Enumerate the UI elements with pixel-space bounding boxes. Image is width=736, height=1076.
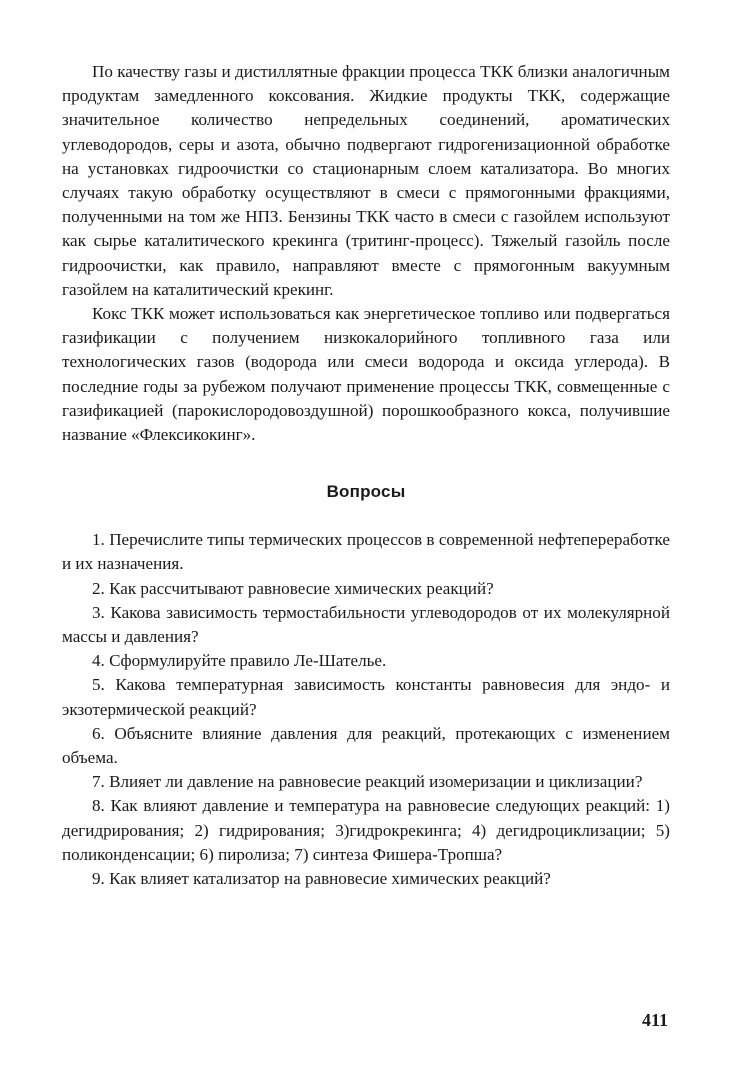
- page-number: 411: [641, 1010, 668, 1030]
- section-heading: Вопросы: [326, 482, 406, 502]
- question-item-9: 9. Как влияет катализатор на равновесие химических реакций?: [92, 869, 551, 889]
- page-content: [62, 60, 670, 1060]
- body-paragraph-2: Кокс ТКК может использоваться как энергетическое топливо или подвергаться газификации с получением низкокалорийного топливного газа или технологических газов (водорода или смеси водорода и оксида углерода). В последние годы за рубежом получают применение процессы ТКК, совмещенные с газификацией (парокислородовоздушной) порошкообразного кокса, получившие название «Флексикокинг».: [62, 304, 670, 445]
- question-item-2: 2. Как рассчитывают равновесие химических реакций?: [92, 578, 494, 598]
- question-item-5: 5. Какова температурная зависимость константы равновесия для эндо- и экзотермической реакций?: [62, 675, 670, 719]
- question-item-8: 8. Как влияют давление и температура на равновесие следующих реакций: 1) дегидрирования; 2) гидрирования; 3)гидрокрекинга; 4) дегидроциклизации; 5) поликонденсации; 6) пиролиза; 7) синтеза Фишера-Тропша?: [62, 796, 670, 864]
- question-item-6: 6. Объясните влияние давления для реакций, протекающих с изменением объема.: [62, 723, 670, 768]
- question-item-4: 4. Сформулируйте правило Ле-Шателье.: [92, 651, 387, 671]
- question-item-7: 7. Влияет ли давление на равновесие реакций изомеризации и циклизации?: [92, 772, 643, 792]
- question-item-1: 1. Перечислите типы термических процессов в современной нефтепереработке и их назначения.: [62, 530, 670, 574]
- body-paragraph-1: По качеству газы и дистиллятные фракции процесса ТКК близки аналогичным продуктам замедленного коксования. Жидкие продукты ТКК, содержащие значительное количество непредельных соединений, ароматических углеводородов, серы и азота, обычно подвергают гидрогенизационной обработке на установках гидроочистки со стационарным слоем катализатора. Во многих случаях такую обработку осуществляют в смеси с прямогонными фракциями, полученными на том же НПЗ. Бензины ТКК часто в смеси с газойлем используют как сырье каталитического крекинга (тритинг-процесс). Тяжелый газойль после гидроочистки, как правило, направляют вместе с прямогонным вакуумным газойлем на каталитический крекинг.: [62, 62, 670, 299]
- questions-list: [62, 528, 670, 891]
- question-item-3: 3. Какова зависимость термостабильности углеводородов от их молекулярной массы и давления?: [62, 602, 670, 647]
